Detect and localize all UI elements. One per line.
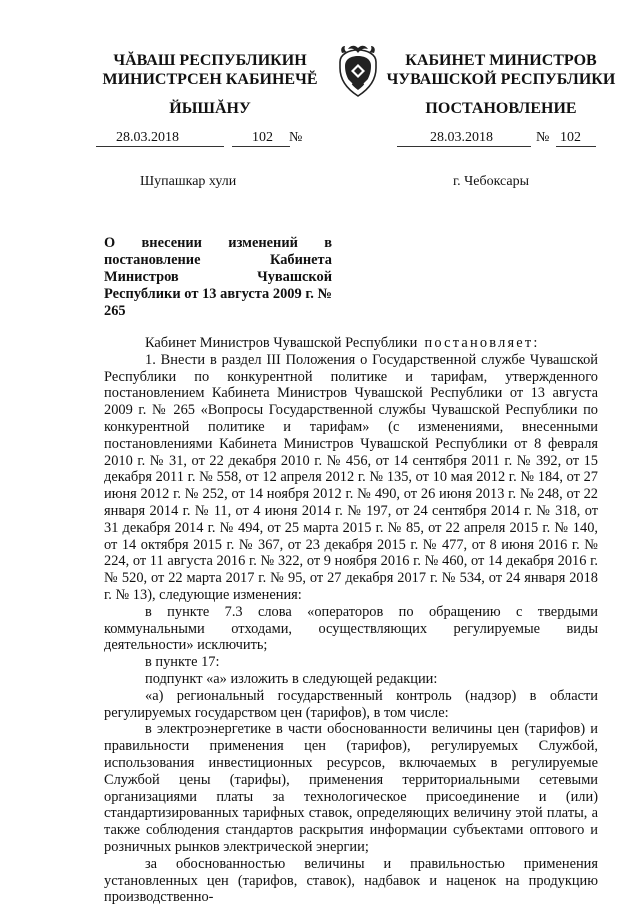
- header-left-line2: МИНИСТРСЕН КАБИНЕЧĔ: [102, 71, 318, 88]
- right-date-underline: [397, 146, 531, 147]
- paragraph-7: за обоснованностью величины и правильностью применения установленных цен (тарифов, ставок), надбавок и наценок на продукцию производственно-: [104, 855, 598, 906]
- header-right-doc-type: ПОСТАНОВЛЕНИЕ: [425, 100, 577, 117]
- coat-of-arms-emblem: [334, 40, 382, 98]
- header-right-line2: ЧУВАШСКОЙ РЕСПУБЛИКИ: [386, 71, 616, 88]
- intro-paragraph: [104, 335, 598, 352]
- paragraph-1: 1. Внести в раздел III Положения о Государственной службе Чувашской Республики по конкурентной политике и тарифам, утвержденного постановлением Кабинета Министров Чувашской Республики от 13 августа 2009 г. № 265 «Вопросы Государственной службы Чувашской Республики по конкурентной политике и тарифам» (с изменениями, внесенными постановлениями Кабинета Министров Чувашской Республики от 8 февраля 2010 г. № 31, от 22 декабря 2010 г. № 456, от 14 сентября 2011 г. № 392, от 15 декабря 2011 г. № 558, от 12 апреля 2012 г. № 135, от 10 мая 2012 г. № 184, от 27 июня 2012 г. № 252, от 14 ноября 2012 г. № 490, от 26 июня 2013 г. № 248, от 22 января 2014 г. № 11, от 4 июня 2014 г. № 197, от 24 сентября 2014 г. № 318, от 31 декабря 2014 г. № 494, от 25 марта 2015 г. № 85, от 22 апреля 2015 г. № 140, от 14 октября 2015 г. № 367, от 23 декабря 2015 г. № 477, от 8 июня 2016 г. № 224, от 11 августа 2016 г. № 322, от 9 ноября 2016 г. № 460, от 14 декабря 2016 г. № 520, от 22 марта 2017 г. № 95, от 27 декабря 2017 г. № 534, от 24 января 2018 г. № 13), следующие изменения:: [104, 351, 598, 603]
- paragraph-3: в пункте 17:: [145, 654, 220, 671]
- document-body: [104, 335, 598, 906]
- header-left-line1: ЧĂВАШ РЕСПУБЛИКИН: [113, 52, 307, 69]
- document-subject: О внесении изменений в постановление Кабинета Министров Чувашской Республики от 13 августа 2009 г. № 265: [104, 235, 332, 319]
- place-left: Шупашкар хули: [140, 174, 237, 189]
- header-right-title: [386, 51, 616, 89]
- header-right-line1: КАБИНЕТ МИНИСТРОВ: [405, 52, 597, 69]
- left-number-underline: [232, 146, 290, 147]
- right-number-underline: [556, 146, 596, 147]
- place-right: г. Чебоксары: [453, 174, 530, 189]
- paragraph-5: «а) региональный государственный контроль (надзор) в области регулируемых государством цен (тарифов), в том числе:: [104, 687, 598, 721]
- left-number: 102: [252, 130, 273, 145]
- paragraph-2: в пункте 7.3 слова «операторов по обращению с твердыми коммунальными отходами, осуществляющих регулируемые виды деятельности» исключить;: [104, 603, 598, 654]
- right-number-sign: №: [536, 130, 550, 145]
- left-date-underline: [96, 146, 224, 147]
- header-left-title: [90, 51, 330, 89]
- right-number: 102: [560, 130, 581, 145]
- paragraph-6: в электроэнергетике в части обоснованности величины цен (тарифов) и правильности применения цен (тарифов), регулируемых Службой, использования инвестиционных ресурсов, включаемых в регулируемые Службой цены (тарифы), применения территориальными сетевыми организациями платы за технологическое присоединение и (или) стандартизированных тарифных ставок, определяющих величину этой платы, а также соблюдения стандартов раскрытия информации субъектами оптового и розничных рынков электрической энергии;: [104, 721, 598, 855]
- intro-verb: постановляет:: [424, 335, 540, 351]
- paragraph-4: подпункт «а» изложить в следующей редакции:: [145, 670, 438, 687]
- header-left-doc-type: ЙЫШĂНУ: [169, 100, 251, 117]
- intro-lead: Кабинет Министров Чувашской Республики: [145, 335, 418, 351]
- right-date: 28.03.2018: [430, 130, 493, 145]
- left-number-sign: №: [289, 130, 303, 145]
- left-date: 28.03.2018: [116, 130, 179, 145]
